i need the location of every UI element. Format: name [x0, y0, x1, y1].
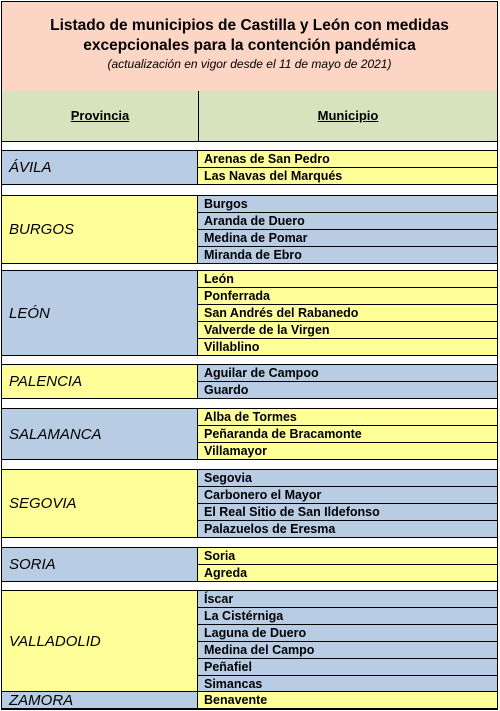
- municipio-row: Burgos: [198, 195, 497, 212]
- municipio-row: Benavente: [198, 691, 497, 709]
- municipio-row: León: [198, 270, 497, 287]
- municipio-list: [198, 547, 497, 582]
- province-group: [2, 150, 497, 185]
- municipio-row: Simancas: [198, 675, 497, 693]
- header-provincia: Provincia: [2, 91, 199, 141]
- municipio-row: Alba de Tormes: [198, 408, 497, 425]
- municipio-row: Aguilar de Campoo: [198, 364, 497, 381]
- title-box: [2, 2, 497, 92]
- title-line-2: excepcionales para la contención pandémica: [83, 37, 416, 54]
- province-name: SALAMANCA: [2, 408, 198, 460]
- municipio-row: Íscar: [198, 590, 497, 607]
- document-subtitle: (actualización en vigor desde el 11 de mayo de 2021): [107, 57, 392, 71]
- municipio-row: Palazuelos de Eresma: [198, 520, 497, 538]
- municipio-row: Agreda: [198, 564, 497, 582]
- municipio-row: Miranda de Ebro: [198, 246, 497, 264]
- province-group: [2, 590, 497, 693]
- province-group: [2, 469, 497, 538]
- municipio-list: [198, 408, 497, 460]
- province-name: PALENCIA: [2, 364, 198, 399]
- document-title: [2, 16, 497, 56]
- municipio-row: Soria: [198, 547, 497, 564]
- municipio-row: Peñaranda de Bracamonte: [198, 425, 497, 442]
- municipio-row: Carbonero el Mayor: [198, 486, 497, 503]
- province-name: LEÓN: [2, 270, 198, 356]
- municipio-list: [198, 590, 497, 693]
- municipio-row: Medina del Campo: [198, 641, 497, 658]
- table-header: [2, 91, 497, 142]
- province-group: [2, 364, 497, 399]
- province-group: [2, 270, 497, 356]
- municipio-row: Aranda de Duero: [198, 212, 497, 229]
- province-group: [2, 691, 497, 709]
- municipio-row: La Cistérniga: [198, 607, 497, 624]
- province-name: SEGOVIA: [2, 469, 198, 538]
- municipio-list: [198, 691, 497, 709]
- municipio-list: [198, 150, 497, 185]
- province-group: [2, 547, 497, 582]
- municipio-row: Villablino: [198, 338, 497, 356]
- province-group: [2, 408, 497, 460]
- municipio-row: Guardo: [198, 381, 497, 399]
- municipios-table: [1, 1, 498, 710]
- municipio-row: San Andrés del Rabanedo: [198, 304, 497, 321]
- municipio-row: Segovia: [198, 469, 497, 486]
- municipio-list: [198, 195, 497, 264]
- municipio-list: [198, 364, 497, 399]
- municipio-row: Las Navas del Marqués: [198, 167, 497, 185]
- municipio-row: Valverde de la Virgen: [198, 321, 497, 338]
- province-group: [2, 195, 497, 264]
- municipio-row: Laguna de Duero: [198, 624, 497, 641]
- province-name: ZAMORA: [2, 691, 198, 709]
- municipio-row: Arenas de San Pedro: [198, 150, 497, 167]
- province-name: SORIA: [2, 547, 198, 582]
- municipio-list: [198, 270, 497, 356]
- municipio-row: Villamayor: [198, 442, 497, 460]
- municipio-list: [198, 469, 497, 538]
- province-name: ÁVILA: [2, 150, 198, 185]
- province-name: BURGOS: [2, 195, 198, 264]
- header-municipio: Municipio: [317, 108, 379, 123]
- municipio-row: Medina de Pomar: [198, 229, 497, 246]
- municipio-row: El Real Sitio de San Ildefonso: [198, 503, 497, 520]
- province-name: VALLADOLID: [2, 590, 198, 693]
- municipio-row: Peñafiel: [198, 658, 497, 675]
- title-line-1: Listado de municipios de Castilla y León con medidas: [50, 17, 449, 34]
- municipio-row: Ponferrada: [198, 287, 497, 304]
